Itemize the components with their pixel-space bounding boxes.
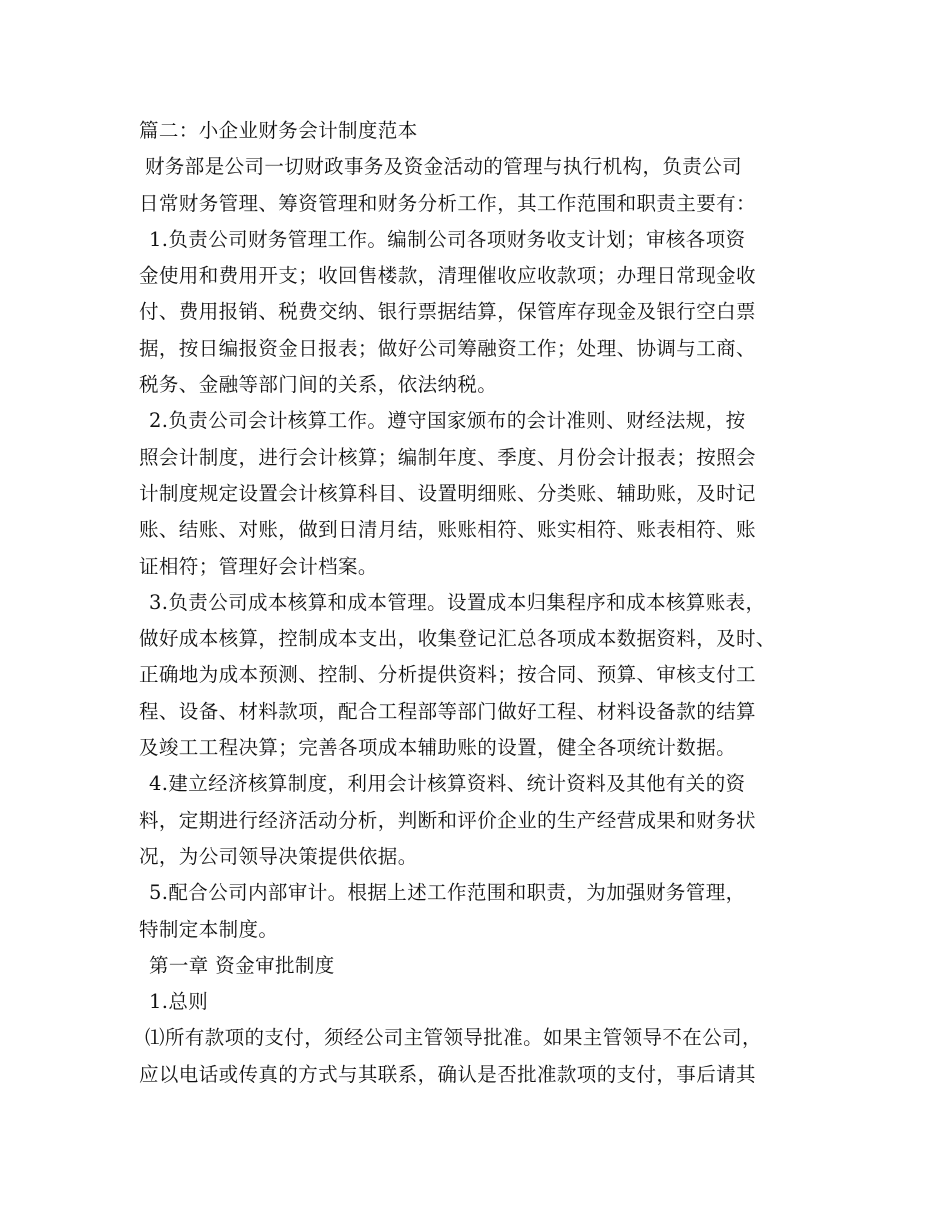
paragraph-line: 程、设备、材料款项，配合工程部等部门做好工程、材料设备款的结算 [139,699,756,723]
paragraph-line: 1.负责公司财务管理工作。编制公司各项财务收支计划；审核各项资 [149,227,746,251]
paragraph-line: 金使用和费用开支；收回售楼款，清理催收应收款项；办理日常现金收 [139,264,756,288]
paragraph-line: 况，为公司领导决策提供依据。 [139,844,418,868]
paragraph-line: 及竣工工程决算；完善各项成本辅助账的设置，健全各项统计数据。 [139,736,737,760]
paragraph-line: 证相符；管理好会计档案。 [139,554,378,578]
paragraph-line: 特制定本制度。 [139,917,279,941]
paragraph-line: 财务部是公司一切财政事务及资金活动的管理与执行机构，负责公司 [145,155,743,179]
paragraph-line: 料，定期进行经济活动分析，判断和评价企业的生产经营成果和财务状 [139,808,756,832]
paragraph-line: 应以电话或传真的方式与其联系，确认是否批准款项的支付，事后请其 [139,1062,756,1086]
section-heading: 1.总则 [149,990,209,1014]
document-heading: 篇二：小企业财务会计制度范本 [139,119,418,142]
paragraph-line: 2.负责公司会计核算工作。遵守国家颁布的会计准则、财经法规，按 [149,409,746,433]
paragraph-line: 3.负责公司成本核算和成本管理。设置成本归集程序和成本核算账表， [149,590,766,614]
paragraph-line: 账、结账、对账，做到日清月结，账账相符、账实相符、账表相符、账 [139,518,756,542]
chapter-heading: 第一章 资金审批制度 [149,953,335,977]
paragraph-line: ⑴所有款项的支付，须经公司主管领导批准。如果主管领导不在公司， [145,1026,762,1050]
paragraph-line: 4.建立经济核算制度，利用会计核算资料、统计资料及其他有关的资 [149,772,746,796]
paragraph-line: 正确地为成本预测、控制、分析提供资料；按合同、预算、审核支付工 [139,663,756,687]
paragraph-line: 据，按日编报资金日报表；做好公司筹融资工作；处理、协调与工商、 [139,336,756,360]
paragraph-line: 5.配合公司内部审计。根据上述工作范围和职责，为加强财务管理， [149,881,746,905]
paragraph-line: 税务、金融等部门间的关系，依法纳税。 [139,373,498,397]
paragraph-line: 做好成本核算，控制成本支出，收集登记汇总各项成本数据资料，及时、 [139,627,776,651]
document-body [139,113,819,1093]
paragraph-line: 日常财务管理、筹资管理和财务分析工作，其工作范围和职责主要有： [139,191,756,215]
paragraph-line: 照会计制度，进行会计核算；编制年度、季度、月份会计报表；按照会 [139,445,756,469]
paragraph-line: 计制度规定设置会计核算科目、设置明细账、分类账、辅助账，及时记 [139,481,756,505]
paragraph-line: 付、费用报销、税费交纳、银行票据结算，保管库存现金及银行空白票 [139,300,756,324]
